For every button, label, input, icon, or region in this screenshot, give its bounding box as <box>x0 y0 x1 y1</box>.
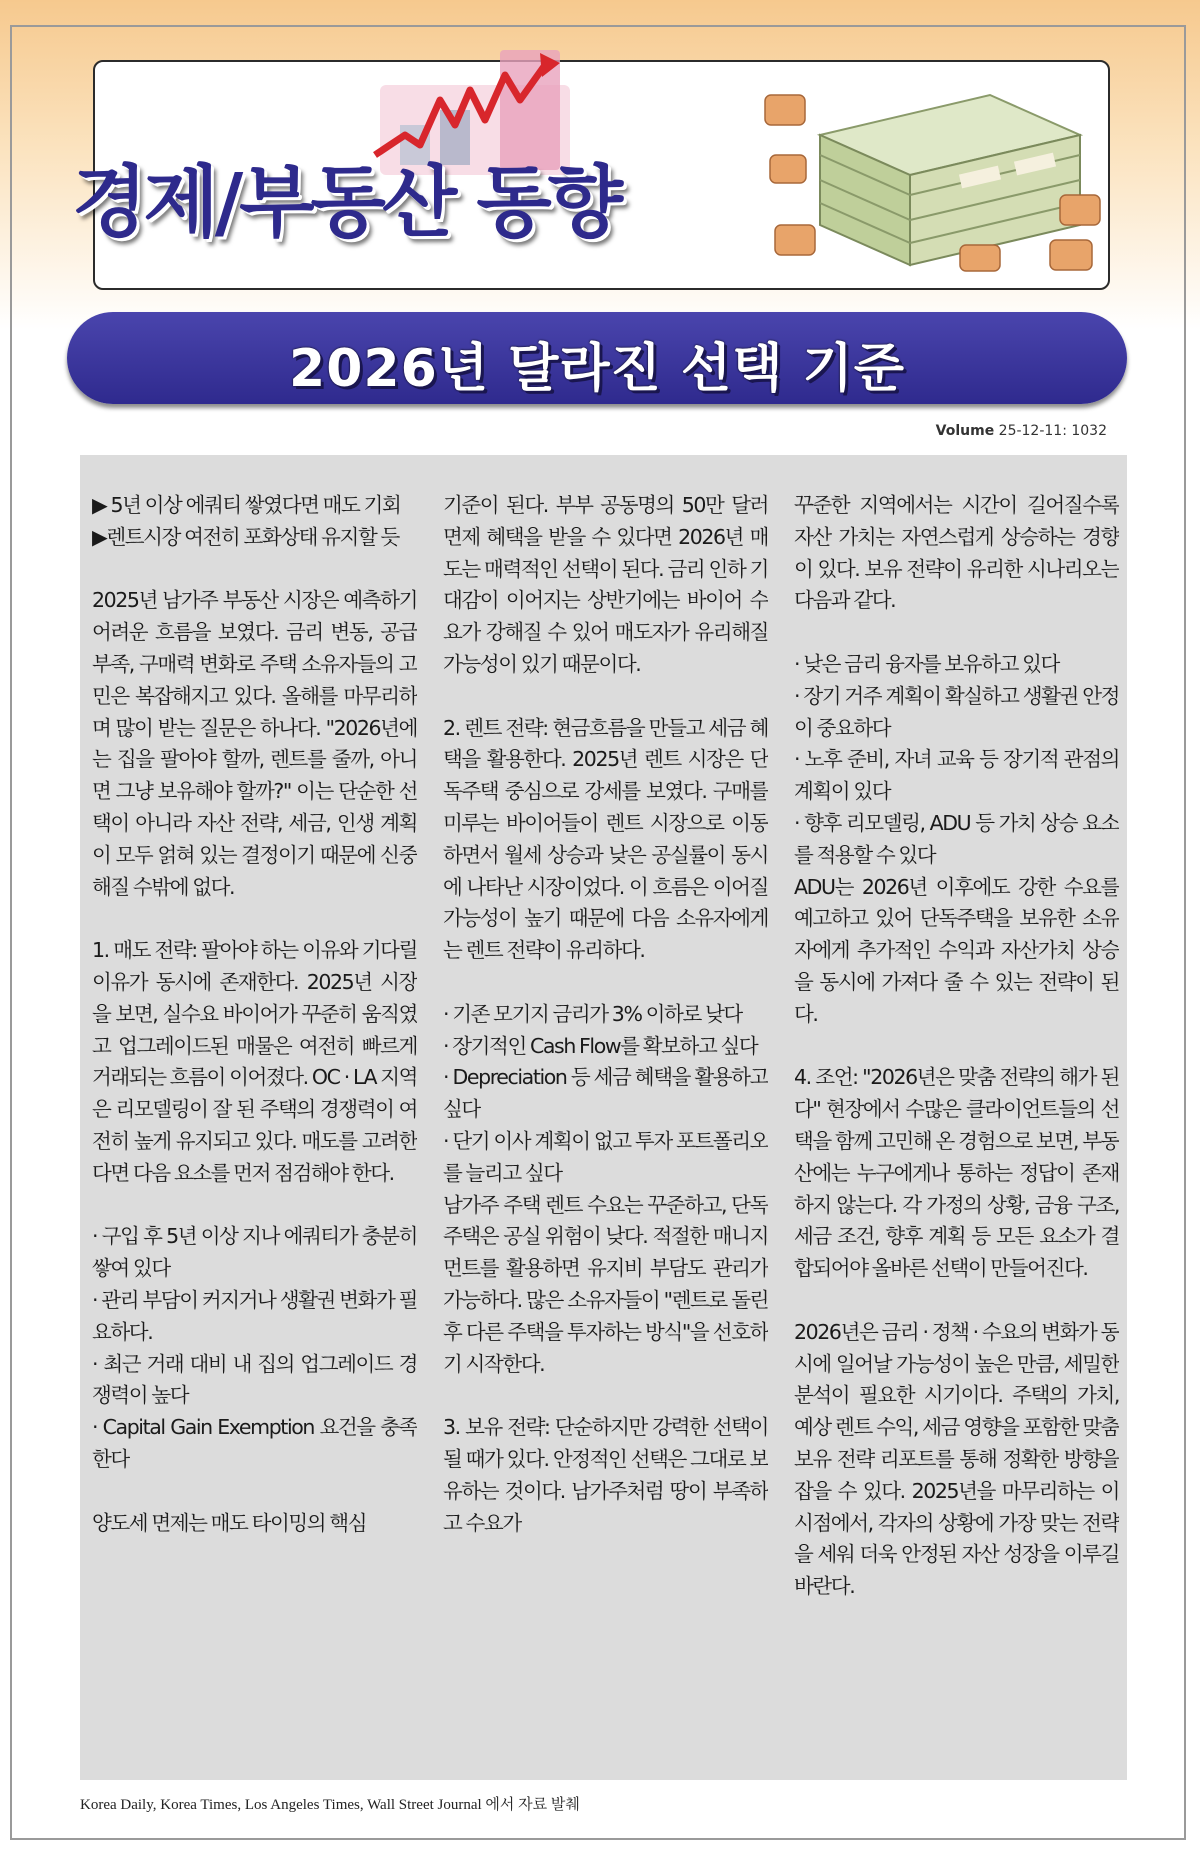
article-title: 2026년 달라진 선택 기준 <box>289 339 905 399</box>
list-item: · 구입 후 5년 이상 지나 에쿼티가 충분히 쌓여 있다 <box>92 1224 417 1281</box>
list-item: · Depreciation 등 세금 혜택을 활용하고 싶다 <box>443 1065 768 1122</box>
list-item: · 최근 거래 대비 내 집의 업그레이드 경쟁력이 높다 <box>92 1351 417 1408</box>
list-item: · 단기 이사 계획이 없고 투자 포트폴리오를 늘리고 싶다 <box>443 1128 768 1185</box>
list-item: · 기존 모기지 금리가 3% 이하로 낮다 <box>443 1001 742 1026</box>
list-item: · 장기 거주 계획이 확실하고 생활권 안정이 중요하다 <box>794 683 1119 740</box>
section-sell-strategy: 1. 매도 전략: 팔아야 하는 이유와 기다릴 이유가 동시에 존재한다. 2025년 시장을 보면, 실수요 바이어가 꾸준히 움직였고 업그레이드된 매물은 여전히 빠르게 거래되는 흐름이 이어졌다. OC · LA 지역은 리모델링이 잘 된 주택의 경쟁력이 여전히 높게 유지되고 있다. 매도를 고려한다면 다음 요소를 먼저 점검해야 한다. <box>92 938 417 1185</box>
section-advice: 4. 조언: "2026년은 맞춤 전략의 해가 된다" 현장에서 수많은 클라이언트들의 선택을 함께 고민해 온 경험으로 보면, 부동산에는 누구에게나 통하는 정답이 존재하지 않는다. 각 가정의 상황, 금융 구조, 세금 조건, 향후 계획 등 모든 요소가 결합되어야 올바른 선택이 만들어진다. <box>794 1065 1119 1281</box>
list-item: · 관리 부담이 커지거나 생활권 변화가 필요하다. <box>92 1287 417 1344</box>
bullet-headline: ▶렌트시장 여전히 포화상태 유지할 듯 <box>92 524 399 549</box>
list-item: · 장기적인 Cash Flow를 확보하고 싶다 <box>443 1033 758 1058</box>
paragraph: 2025년 남가주 부동산 시장은 예측하기 어려운 흐름을 보였다. 금리 변동, 공급 부족, 구매력 변화로 주택 소유자들의 고민은 복잡해지고 있다. 올해를 마무리하며 많이 받는 질문은 하나다. "2026년에는 집을 팔아야 할까, 렌트를 줄까, 아니면 그냥 보유해야 할까?" 이는 단순한 선택이 아니라 자산 전략, 세금, 인생 계획이 모두 얽혀 있는 결정이기 때문에 신중해질 수밖에 없다. <box>92 588 417 899</box>
paragraph: 기준이 된다. 부부 공동명의 50만 달러 면제 혜택을 받을 수 있다면 2026년 매도는 매력적인 선택이 된다. 금리 인하 기대감이 이어지는 상반기에는 바이어 수요가 강해질 수 있어 매도자가 유리해질 가능성이 있기 때문이다. <box>443 493 768 676</box>
paragraph: 2026년은 금리 · 정책 · 수요의 변화가 동시에 일어날 가능성이 높은 만큼, 세밀한 분석이 필요한 시기이다. 주택의 가치, 예상 렌트 수익, 세금 영향을 포함한 맞춤 보유 전략 리포트를 통해 정확한 방향을 잡을 수 있다. 2025년을 마무리하는 이 시점에서, 각자의 상황에 가장 맞는 전략을 세워 더욱 안정된 자산 성장을 이루길 바란다. <box>794 1319 1119 1599</box>
section-hold-strategy: 3. 보유 전략: 단순하지만 강력한 선택이 될 때가 있다. 안정적인 선택은 그대로 보유하는 것이다. 남가주처럼 땅이 부족하고 수요가 <box>443 1415 768 1535</box>
list-item: · Capital Gain Exemption 요건을 충족한다 <box>92 1415 417 1471</box>
volume-value: 25-12-11: 1032 <box>998 423 1107 439</box>
paragraph: 꾸준한 지역에서는 시간이 길어질수록 자산 가치는 자연스럽게 상승하는 경향이 있다. 보유 전략이 유리한 시나리오는 다음과 같다. <box>794 493 1119 613</box>
source-credit: Korea Daily, Korea Times, Los Angeles Times, Wall Street Journal 에서 자료 발췌 <box>80 1797 580 1813</box>
article-column-2 <box>443 490 768 1770</box>
volume-line <box>936 423 1107 439</box>
bullet-headline: ▶ 5년 이상 에쿼티 쌓였다면 매도 기회 <box>92 493 401 517</box>
volume-label: Volume <box>935 423 995 439</box>
paragraph: ADU는 2026년 이후에도 강한 수요를 예고하고 있어 단독주택을 보유한 소유자에게 추가적인 수익과 자산가치 상승을 동시에 가져다 줄 수 있는 전략이 된다. <box>794 874 1119 1026</box>
article-title-banner <box>67 312 1127 404</box>
paragraph: 양도세 면제는 매도 타이밍의 핵심 <box>92 1510 367 1535</box>
money-stack-illustration <box>760 75 1110 275</box>
article-column-1 <box>92 490 417 1770</box>
list-item: · 노후 준비, 자녀 교육 등 장기적 관점의 계획이 있다 <box>794 747 1119 804</box>
article-column-3 <box>794 490 1119 1770</box>
section-rent-strategy: 2. 렌트 전략: 현금흐름을 만들고 세금 혜택을 활용한다. 2025년 렌트 시장은 단독주택 중심으로 강세를 보였다. 구매를 미루는 바이어들이 렌트 시장으로 이동하면서 월세 상승과 낮은 공실률이 동시에 나타난 시장이었다. 이 흐름은 이어질 가능성이 높기 때문에 다음 소유자에게는 렌트 전략이 유리하다. <box>443 715 768 963</box>
paragraph: 남가주 주택 렌트 수요는 꾸준하고, 단독주택은 공실 위험이 낮다. 적절한 매니지먼트를 활용하면 유지비 부담도 관리가 가능하다. 많은 소유자들이 "렌트로 돌린 후 다른 주택을 투자하는 방식"을 선호하기 시작한다. <box>443 1192 768 1376</box>
list-item: · 향후 리모델링, ADU 등 가치 상승 요소를 적용할 수 있다 <box>794 810 1119 867</box>
masthead-title: 경제/부동산 동향 <box>72 158 620 248</box>
list-item: · 낮은 금리 융자를 보유하고 있다 <box>794 651 1059 676</box>
